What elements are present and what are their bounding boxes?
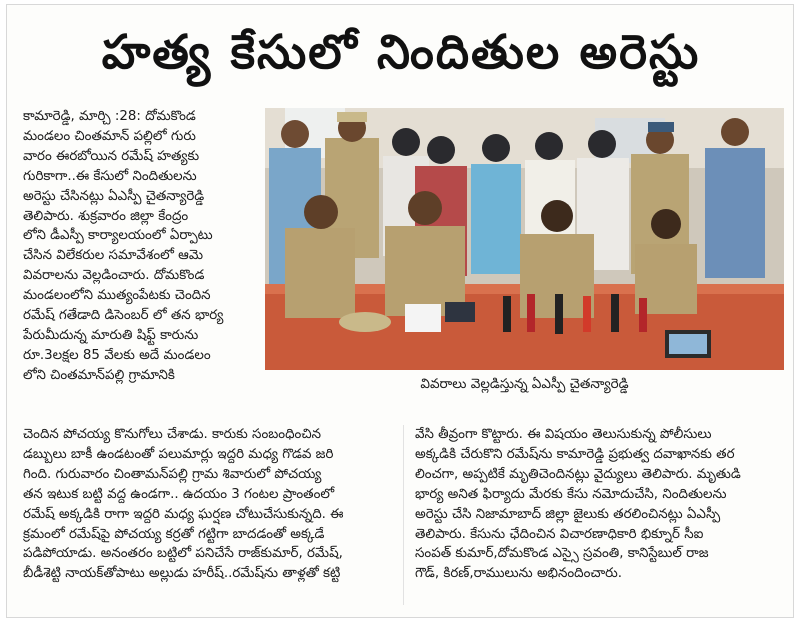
- article-line: పడిపోయాడు. అనంతరం బట్టిలో పనిచేసే రాజ్‌కుమార్, రమేష్,: [23, 546, 343, 562]
- article-line: రమేష్ గతేడాది డిసెంబర్ లో తన భార్య: [23, 308, 224, 324]
- article-line: గింది. గురువారం చింతామన్‌పల్లి గ్రామ శివారులో పోచయ్య: [23, 466, 322, 482]
- article-line: గౌడ్, కిరణ్,రాములును అభినందించారు.: [415, 566, 623, 582]
- article-line: అక్కడికి చేరుకొని రమేష్‌ను కామారెడ్డి ప్రభుత్వ దవాఖానకు తర: [415, 446, 735, 462]
- article-line: పేరుమీదున్న మారుతి షిఫ్ట్ కారును: [23, 327, 199, 343]
- article-line: కామారెడ్డి, మార్చి :28: దోమకొండ: [23, 109, 196, 124]
- article-line: వేసి తీవ్రంగా కొట్టారు. ఈ విషయం తెలుసుకున్న పోలీసులు: [415, 427, 712, 442]
- article-line: క్రమంలో రమేష్‌పై పోచయ్య కర్రతో గట్టిగా బాదడంతో అక్కడే: [23, 526, 325, 542]
- article-line: తన ఇటుక బట్టి వద్ద ఉండగా.. ఉదయం 3 గంటల ప్రాంతంలో: [23, 486, 335, 502]
- article-line: మండలంలోని ముత్యంపేటకు చెందిన: [23, 288, 211, 304]
- article-column-right-bottom: [415, 425, 787, 584]
- article-line: బీడీశెట్టి నాయక్‌తోపాటు అల్లుడు హరీష్..రమేష్‌ను తాళ్లతో కట్టి: [23, 566, 341, 582]
- article-line: చెందిన పోచయ్య కొనుగోలు చేశాడు. కారుకు సంబంధించిన: [23, 427, 321, 442]
- article-column-left-top: [23, 107, 259, 386]
- article-line: లోని చింతమాన్‌పల్లి గ్రామానికి: [23, 367, 175, 383]
- article-line: రమేష్ అక్కడికి రాగా ఇద్దరి మధ్య ఘర్షణ చోటుచేసుకున్నది. ఈ: [23, 506, 344, 522]
- article-line: లోని డీఎస్పీ కార్యాలయంలో ఏర్పాటు: [23, 228, 213, 244]
- photo-illustration: [265, 108, 784, 370]
- article-line: అరెస్టు చేసినట్లు ఏఎస్పీ చైతన్యారెడ్డి: [23, 188, 205, 204]
- press-conference-photo: [265, 108, 784, 370]
- article-column-left-bottom: [23, 425, 395, 584]
- article-line: తెలిపారు. కేసును ఛేదించిన విచారణాధికారి భిక్నూర్ సీఐ: [415, 526, 704, 542]
- article-line: వివరాలను వెల్లడించారు. దోమకొండ: [23, 268, 205, 284]
- article-line: డబ్బులు బాకీ ఉండటంతో పలుమార్లు ఇద్దరి మధ్య గొడవ జరి: [23, 446, 334, 462]
- article-line: తెలిపారు. శుక్రవారం జిల్లా కేంద్రం: [23, 208, 189, 224]
- photo-caption: వివరాలు వెల్లడిస్తున్న ఏఎస్పీ చైతన్యారెడ్డి: [420, 376, 629, 392]
- article-line: వారం ఈరబోయిన రమేష్ హత్యకు: [23, 148, 200, 164]
- article-line: సంపత్ కుమార్,దోమకొండ ఎస్సై స్రవంతి, కానిస్టేబుల్ రాజ: [415, 546, 709, 562]
- column-divider: [403, 425, 404, 605]
- article-line: చేసిన విలేకరుల సమావేశంలో ఆమె: [23, 248, 203, 264]
- article-line: లించగా, అప్పటికే మృతిచెందినట్లు వైద్యులు తెలిపారు. మృతుడి: [415, 466, 741, 482]
- newspaper-clipping: [6, 4, 794, 618]
- article-line: మండలం చింతమాన్ పల్లిలో గురు: [23, 128, 196, 144]
- article-line: గురికాగా..ఈ కేసులో నిందితులను: [23, 168, 197, 184]
- article-line: అరెస్టు చేసి నిజామాబాద్ జిల్లా జైలుకు తరలించినట్లు ఏఎస్పీ: [415, 506, 721, 522]
- article-line: రూ.3లక్షల 85 వేలకు అదే మండలం: [23, 347, 211, 363]
- headline: హత్య కేసులో నిందితుల అరెస్టు: [101, 25, 701, 80]
- article-line: భార్య అనిత ఫిర్యాదు మేరకు కేసు నమోదుచేసి, నిందితులను: [415, 486, 727, 502]
